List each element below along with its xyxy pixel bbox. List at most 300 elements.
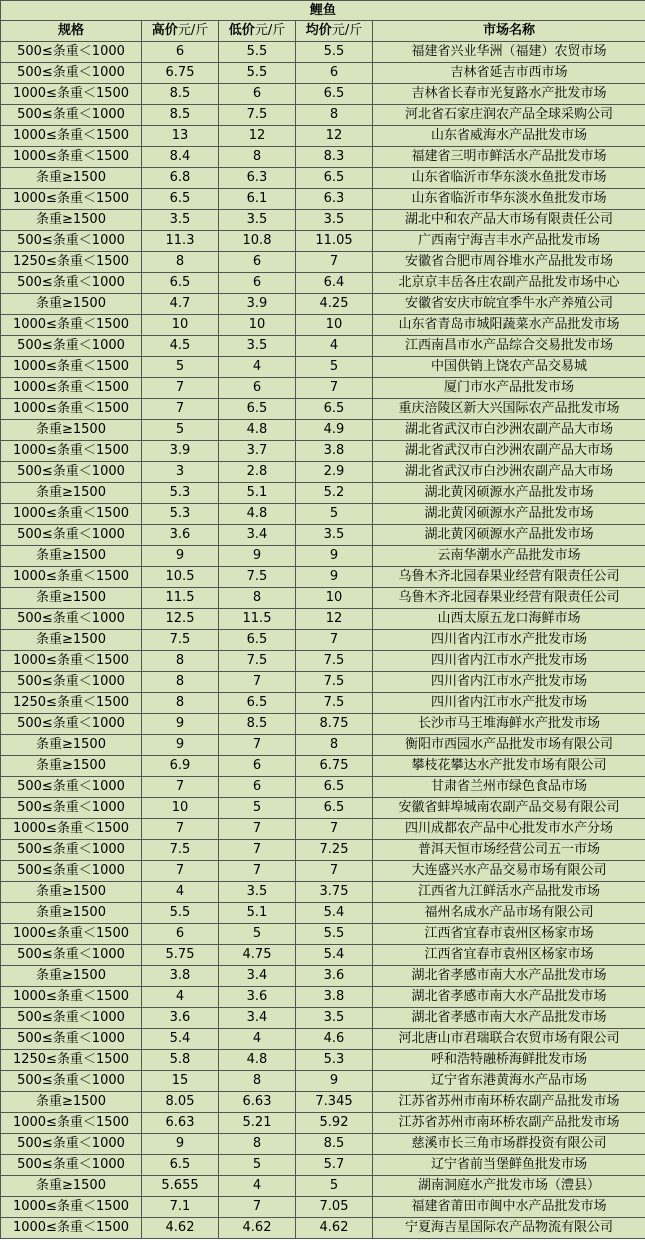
cell-market-name: 山西太原五龙口海鲜市场 — [373, 609, 645, 630]
table-row — [1, 609, 645, 630]
cell-spec: 条重≥1500 — [1, 420, 142, 441]
cell-high-price: 8 — [142, 252, 219, 273]
cell-high-price: 9 — [142, 1134, 219, 1155]
table-row — [1, 336, 645, 357]
cell-avg-price: 5 — [296, 504, 373, 525]
cell-spec: 500≤条重＜1000 — [1, 861, 142, 882]
cell-avg-price: 8.75 — [296, 714, 373, 735]
cell-low-price: 3.4 — [219, 525, 296, 546]
cell-avg-price: 7.05 — [296, 1197, 373, 1218]
cell-market-name: 福州名成水产品市场有限公司 — [373, 903, 645, 924]
cell-market-name: 吉林省长春市光复路水产批发市场 — [373, 84, 645, 105]
cell-low-price: 10.8 — [219, 231, 296, 252]
cell-avg-price: 7.5 — [296, 672, 373, 693]
cell-high-price: 5.655 — [142, 1176, 219, 1197]
cell-high-price: 8.05 — [142, 1092, 219, 1113]
cell-market-name: 四川省内江市水产批发市场 — [373, 651, 645, 672]
cell-market-name: 宁夏海吉星国际农产品物流有限公司 — [373, 1218, 645, 1239]
cell-avg-price: 8.5 — [296, 1134, 373, 1155]
cell-spec: 1000≤条重＜1500 — [1, 357, 142, 378]
cell-low-price: 12 — [219, 126, 296, 147]
table-row — [1, 1029, 645, 1050]
cell-high-price: 8 — [142, 651, 219, 672]
cell-high-price: 9 — [142, 735, 219, 756]
cell-spec: 条重≥1500 — [1, 966, 142, 987]
cell-low-price: 6 — [219, 252, 296, 273]
cell-market-name: 乌鲁木齐北园春果业经营有限责任公司 — [373, 567, 645, 588]
cell-spec: 1000≤条重＜1500 — [1, 147, 142, 168]
cell-high-price: 6 — [142, 924, 219, 945]
cell-low-price: 5.1 — [219, 483, 296, 504]
table-row — [1, 651, 645, 672]
table-row — [1, 210, 645, 231]
cell-spec: 500≤条重＜1000 — [1, 777, 142, 798]
cell-high-price: 7 — [142, 777, 219, 798]
cell-high-price: 15 — [142, 1071, 219, 1092]
cell-low-price: 5.5 — [219, 42, 296, 63]
cell-low-price: 6.5 — [219, 630, 296, 651]
cell-avg-price: 6.5 — [296, 84, 373, 105]
cell-market-name: 湖北黄冈硕源水产品批发市场 — [373, 504, 645, 525]
table-row — [1, 357, 645, 378]
table-row — [1, 903, 645, 924]
cell-spec: 500≤条重＜1000 — [1, 273, 142, 294]
cell-avg-price: 6.5 — [296, 399, 373, 420]
cell-low-price: 11.5 — [219, 609, 296, 630]
table-row — [1, 168, 645, 189]
cell-spec: 1000≤条重＜1500 — [1, 987, 142, 1008]
cell-spec: 500≤条重＜1000 — [1, 945, 142, 966]
cell-high-price: 5 — [142, 357, 219, 378]
cell-avg-price: 6.3 — [296, 189, 373, 210]
cell-avg-price: 3.6 — [296, 966, 373, 987]
table-row — [1, 1197, 645, 1218]
table-row — [1, 924, 645, 945]
cell-avg-price: 7.5 — [296, 651, 373, 672]
cell-spec: 条重≥1500 — [1, 1176, 142, 1197]
table-row — [1, 189, 645, 210]
cell-high-price: 7.5 — [142, 840, 219, 861]
cell-high-price: 4.5 — [142, 336, 219, 357]
cell-high-price: 8 — [142, 672, 219, 693]
header-avg-price: 均价元/斤 — [296, 21, 373, 42]
cell-low-price: 6 — [219, 378, 296, 399]
cell-avg-price: 5.7 — [296, 1155, 373, 1176]
cell-market-name: 吉林省延吉市西市场 — [373, 63, 645, 84]
cell-high-price: 5.3 — [142, 483, 219, 504]
cell-avg-price: 6.5 — [296, 168, 373, 189]
cell-avg-price: 10 — [296, 315, 373, 336]
table-row — [1, 1113, 645, 1134]
cell-high-price: 9 — [142, 714, 219, 735]
cell-low-price: 7 — [219, 735, 296, 756]
cell-high-price: 6 — [142, 42, 219, 63]
cell-high-price: 3.8 — [142, 966, 219, 987]
cell-market-name: 厦门市水产品批发市场 — [373, 378, 645, 399]
cell-market-name: 云南华潮水产品批发市场 — [373, 546, 645, 567]
cell-market-name: 湖北省孝感市南大水产品批发市场 — [373, 966, 645, 987]
cell-market-name: 四川成都农产品中心批发市水产分场 — [373, 819, 645, 840]
cell-market-name: 重庆涪陵区新大兴国际农产品批发市场 — [373, 399, 645, 420]
cell-market-name: 江苏省苏州市南环桥农副产品批发市场 — [373, 1113, 645, 1134]
cell-spec: 500≤条重＜1000 — [1, 714, 142, 735]
cell-spec: 1000≤条重＜1500 — [1, 504, 142, 525]
cell-high-price: 7 — [142, 378, 219, 399]
cell-market-name: 普洱天恒市场经营公司五一市场 — [373, 840, 645, 861]
cell-low-price: 3.5 — [219, 210, 296, 231]
cell-low-price: 5 — [219, 924, 296, 945]
cell-high-price: 6.5 — [142, 1155, 219, 1176]
cell-avg-price: 5.3 — [296, 1050, 373, 1071]
cell-low-price: 5.1 — [219, 903, 296, 924]
cell-spec: 1000≤条重＜1500 — [1, 441, 142, 462]
cell-high-price: 8.5 — [142, 84, 219, 105]
cell-spec: 条重≥1500 — [1, 168, 142, 189]
cell-market-name: 湖北黄冈硕源水产品批发市场 — [373, 525, 645, 546]
table-row — [1, 630, 645, 651]
cell-high-price: 5.8 — [142, 1050, 219, 1071]
cell-avg-price: 10 — [296, 588, 373, 609]
table-row — [1, 273, 645, 294]
cell-high-price: 7.5 — [142, 630, 219, 651]
cell-low-price: 7 — [219, 840, 296, 861]
cell-market-name: 大连盛兴水产品交易市场有限公司 — [373, 861, 645, 882]
cell-avg-price: 5.5 — [296, 42, 373, 63]
cell-spec: 条重≥1500 — [1, 210, 142, 231]
cell-high-price: 6.63 — [142, 1113, 219, 1134]
cell-avg-price: 4 — [296, 336, 373, 357]
cell-high-price: 5.4 — [142, 1029, 219, 1050]
cell-low-price: 6 — [219, 756, 296, 777]
cell-avg-price: 8.3 — [296, 147, 373, 168]
table-row — [1, 840, 645, 861]
header-high-price: 高价元/斤 — [142, 21, 219, 42]
cell-market-name: 中国供销上饶农产品交易城 — [373, 357, 645, 378]
table-row — [1, 882, 645, 903]
cell-spec: 500≤条重＜1000 — [1, 462, 142, 483]
table-row — [1, 798, 645, 819]
cell-market-name: 四川省内江市水产批发市场 — [373, 672, 645, 693]
cell-high-price: 6.8 — [142, 168, 219, 189]
table-row — [1, 966, 645, 987]
cell-high-price: 3.9 — [142, 441, 219, 462]
cell-market-name: 江西省九江鲜活水产品批发市场 — [373, 882, 645, 903]
table-row — [1, 63, 645, 84]
cell-spec: 条重≥1500 — [1, 588, 142, 609]
cell-market-name: 安徽省蚌埠城南农副产品交易有限公司 — [373, 798, 645, 819]
cell-high-price: 3.6 — [142, 1008, 219, 1029]
cell-low-price: 6.63 — [219, 1092, 296, 1113]
cell-high-price: 10 — [142, 798, 219, 819]
cell-spec: 500≤条重＜1000 — [1, 1155, 142, 1176]
table-title: 鲤鱼 — [1, 1, 645, 21]
cell-low-price: 3.4 — [219, 1008, 296, 1029]
cell-avg-price: 3.5 — [296, 210, 373, 231]
cell-low-price: 5.21 — [219, 1113, 296, 1134]
table-row — [1, 735, 645, 756]
table-row — [1, 546, 645, 567]
cell-spec: 500≤条重＜1000 — [1, 231, 142, 252]
cell-low-price: 4.62 — [219, 1218, 296, 1239]
cell-low-price: 4.8 — [219, 420, 296, 441]
cell-market-name: 福建省莆田市闽中水产品批发市场 — [373, 1197, 645, 1218]
cell-low-price: 4 — [219, 357, 296, 378]
cell-low-price: 3.6 — [219, 987, 296, 1008]
cell-market-name: 安徽省合肥市周谷堆水产品批发市场 — [373, 252, 645, 273]
table-row — [1, 147, 645, 168]
cell-avg-price: 4.62 — [296, 1218, 373, 1239]
cell-high-price: 4.7 — [142, 294, 219, 315]
cell-market-name: 长沙市马王堆海鲜水产批发市场 — [373, 714, 645, 735]
cell-avg-price: 7.5 — [296, 693, 373, 714]
cell-low-price: 6 — [219, 84, 296, 105]
cell-market-name: 慈溪市长三角市场群投资有限公司 — [373, 1134, 645, 1155]
cell-spec: 条重≥1500 — [1, 294, 142, 315]
table-row — [1, 1218, 645, 1239]
cell-low-price: 4 — [219, 1029, 296, 1050]
table-row — [1, 483, 645, 504]
cell-avg-price: 4.9 — [296, 420, 373, 441]
cell-avg-price: 7 — [296, 378, 373, 399]
cell-avg-price: 4.6 — [296, 1029, 373, 1050]
cell-market-name: 乌鲁木齐北园春果业经营有限责任公司 — [373, 588, 645, 609]
cell-low-price: 8 — [219, 147, 296, 168]
cell-spec: 条重≥1500 — [1, 735, 142, 756]
cell-low-price: 5 — [219, 1155, 296, 1176]
cell-low-price: 5.5 — [219, 63, 296, 84]
cell-avg-price: 8 — [296, 105, 373, 126]
cell-spec: 1250≤条重＜1500 — [1, 1050, 142, 1071]
cell-spec: 1000≤条重＜1500 — [1, 1218, 142, 1239]
cell-market-name: 湖南洞庭水产批发市场（澧县） — [373, 1176, 645, 1197]
cell-high-price: 7 — [142, 861, 219, 882]
cell-spec: 1000≤条重＜1500 — [1, 378, 142, 399]
cell-spec: 条重≥1500 — [1, 630, 142, 651]
cell-high-price: 11.5 — [142, 588, 219, 609]
cell-market-name: 湖北黄冈硕源水产品批发市场 — [373, 483, 645, 504]
table-row — [1, 1071, 645, 1092]
cell-spec: 500≤条重＜1000 — [1, 798, 142, 819]
cell-spec: 1000≤条重＜1500 — [1, 567, 142, 588]
cell-spec: 1250≤条重＜1500 — [1, 252, 142, 273]
cell-high-price: 7.1 — [142, 1197, 219, 1218]
cell-low-price: 3.4 — [219, 966, 296, 987]
table-row — [1, 567, 645, 588]
cell-high-price: 8.4 — [142, 147, 219, 168]
cell-low-price: 3.7 — [219, 441, 296, 462]
cell-market-name: 安徽省安庆市皖宜季牛水产养殖公司 — [373, 294, 645, 315]
cell-low-price: 7.5 — [219, 105, 296, 126]
cell-spec: 500≤条重＜1000 — [1, 1029, 142, 1050]
cell-spec: 1000≤条重＜1500 — [1, 189, 142, 210]
cell-high-price: 4.62 — [142, 1218, 219, 1239]
cell-low-price: 2.8 — [219, 462, 296, 483]
cell-high-price: 13 — [142, 126, 219, 147]
cell-market-name: 广西南宁海吉丰水产品批发市场 — [373, 231, 645, 252]
cell-avg-price: 6.5 — [296, 798, 373, 819]
cell-market-name: 攀枝花攀达水产批发市场有限公司 — [373, 756, 645, 777]
cell-high-price: 5.5 — [142, 903, 219, 924]
cell-high-price: 3.5 — [142, 210, 219, 231]
cell-low-price: 6.3 — [219, 168, 296, 189]
cell-spec: 500≤条重＜1000 — [1, 609, 142, 630]
cell-market-name: 江西南昌市水产品综合交易批发市场 — [373, 336, 645, 357]
cell-market-name: 福建省三明市鲜活水产品批发市场 — [373, 147, 645, 168]
cell-spec: 1000≤条重＜1500 — [1, 924, 142, 945]
table-row — [1, 987, 645, 1008]
cell-spec: 条重≥1500 — [1, 756, 142, 777]
cell-spec: 条重≥1500 — [1, 903, 142, 924]
cell-low-price: 6.1 — [219, 189, 296, 210]
cell-spec: 条重≥1500 — [1, 483, 142, 504]
cell-spec: 1000≤条重＜1500 — [1, 399, 142, 420]
cell-avg-price: 12 — [296, 126, 373, 147]
cell-market-name: 山东省威海水产品批发市场 — [373, 126, 645, 147]
cell-market-name: 北京京丰岳各庄农副产品批发市场中心 — [373, 273, 645, 294]
cell-spec: 500≤条重＜1000 — [1, 63, 142, 84]
cell-high-price: 9 — [142, 546, 219, 567]
cell-avg-price: 5.92 — [296, 1113, 373, 1134]
cell-market-name: 湖北省孝感市南大水产品批发市场 — [373, 987, 645, 1008]
cell-avg-price: 6.75 — [296, 756, 373, 777]
cell-high-price: 4 — [142, 987, 219, 1008]
cell-market-name: 辽宁省前当堡鲜鱼批发市场 — [373, 1155, 645, 1176]
table-row — [1, 84, 645, 105]
cell-avg-price: 3.8 — [296, 441, 373, 462]
cell-avg-price: 9 — [296, 567, 373, 588]
table-row — [1, 462, 645, 483]
cell-spec: 500≤条重＜1000 — [1, 105, 142, 126]
cell-avg-price: 3.5 — [296, 1008, 373, 1029]
table-row — [1, 714, 645, 735]
cell-avg-price: 12 — [296, 609, 373, 630]
cell-avg-price: 5.4 — [296, 945, 373, 966]
cell-market-name: 山东省青岛市城阳蔬菜水产品批发市场 — [373, 315, 645, 336]
cell-avg-price: 9 — [296, 1071, 373, 1092]
cell-avg-price: 6 — [296, 63, 373, 84]
cell-high-price: 11.3 — [142, 231, 219, 252]
cell-spec: 1250≤条重＜1500 — [1, 693, 142, 714]
cell-avg-price: 6.5 — [296, 777, 373, 798]
cell-market-name: 衡阳市西园水产品批发市场有限公司 — [373, 735, 645, 756]
cell-spec: 1000≤条重＜1500 — [1, 1197, 142, 1218]
cell-avg-price: 3.75 — [296, 882, 373, 903]
cell-market-name: 甘肃省兰州市绿色食品市场 — [373, 777, 645, 798]
cell-market-name: 山东省临沂市华东淡水鱼批发市场 — [373, 168, 645, 189]
header-low-price: 低价元/斤 — [219, 21, 296, 42]
table-row — [1, 315, 645, 336]
cell-avg-price: 7.25 — [296, 840, 373, 861]
cell-low-price: 6 — [219, 777, 296, 798]
cell-spec: 1000≤条重＜1500 — [1, 84, 142, 105]
cell-low-price: 7 — [219, 819, 296, 840]
table-body — [1, 42, 645, 1239]
cell-market-name: 江西省宜春市袁州区杨家市场 — [373, 945, 645, 966]
cell-market-name: 河北唐山市君瑞联合农贸市场有限公司 — [373, 1029, 645, 1050]
cell-market-name: 四川省内江市水产批发市场 — [373, 693, 645, 714]
cell-spec: 条重≥1500 — [1, 1092, 142, 1113]
cell-low-price: 8.5 — [219, 714, 296, 735]
cell-spec: 1000≤条重＜1500 — [1, 126, 142, 147]
table-row — [1, 1176, 645, 1197]
cell-spec: 条重≥1500 — [1, 882, 142, 903]
table-row — [1, 231, 645, 252]
cell-avg-price: 7 — [296, 819, 373, 840]
table-row — [1, 945, 645, 966]
table-row — [1, 441, 645, 462]
cell-low-price: 3.9 — [219, 294, 296, 315]
cell-market-name: 福建省兴业华洲（福建）农贸市场 — [373, 42, 645, 63]
cell-high-price: 6.5 — [142, 189, 219, 210]
table-row — [1, 525, 645, 546]
cell-spec: 500≤条重＜1000 — [1, 525, 142, 546]
table-row — [1, 1134, 645, 1155]
cell-high-price: 6.5 — [142, 273, 219, 294]
cell-avg-price: 6.4 — [296, 273, 373, 294]
cell-avg-price: 5.4 — [296, 903, 373, 924]
table-row — [1, 819, 645, 840]
cell-high-price: 5.75 — [142, 945, 219, 966]
cell-high-price: 3.6 — [142, 525, 219, 546]
table-title-row — [1, 1, 645, 21]
cell-low-price: 4 — [219, 1176, 296, 1197]
cell-market-name: 呼和浩特融桥海鲜批发市场 — [373, 1050, 645, 1071]
cell-high-price: 6.75 — [142, 63, 219, 84]
table-row — [1, 252, 645, 273]
cell-market-name: 湖北中和农产品大市场有限责任公司 — [373, 210, 645, 231]
cell-spec: 500≤条重＜1000 — [1, 840, 142, 861]
cell-market-name: 四川省内江市水产批发市场 — [373, 630, 645, 651]
cell-low-price: 7 — [219, 1197, 296, 1218]
cell-avg-price: 7 — [296, 861, 373, 882]
cell-low-price: 7 — [219, 672, 296, 693]
table-row — [1, 588, 645, 609]
cell-spec: 500≤条重＜1000 — [1, 672, 142, 693]
cell-avg-price: 7 — [296, 630, 373, 651]
cell-spec: 1000≤条重＜1500 — [1, 315, 142, 336]
cell-spec: 1000≤条重＜1500 — [1, 1113, 142, 1134]
table-row — [1, 1008, 645, 1029]
cell-high-price: 10 — [142, 315, 219, 336]
cell-spec: 500≤条重＜1000 — [1, 1071, 142, 1092]
cell-high-price: 12.5 — [142, 609, 219, 630]
table-row — [1, 1092, 645, 1113]
cell-spec: 500≤条重＜1000 — [1, 42, 142, 63]
table-row — [1, 294, 645, 315]
cell-low-price: 7 — [219, 861, 296, 882]
cell-market-name: 湖北省武汉市白沙洲农副产品大市场 — [373, 462, 645, 483]
table-row — [1, 420, 645, 441]
cell-low-price: 5 — [219, 798, 296, 819]
cell-low-price: 8 — [219, 588, 296, 609]
cell-avg-price: 3.8 — [296, 987, 373, 1008]
table-row — [1, 672, 645, 693]
cell-spec: 条重≥1500 — [1, 546, 142, 567]
table-row — [1, 105, 645, 126]
cell-market-name: 山东省临沂市华东淡水鱼批发市场 — [373, 189, 645, 210]
cell-low-price: 8 — [219, 1134, 296, 1155]
cell-low-price: 4.75 — [219, 945, 296, 966]
table-row — [1, 42, 645, 63]
cell-spec: 1000≤条重＜1500 — [1, 819, 142, 840]
cell-low-price: 4.8 — [219, 504, 296, 525]
cell-low-price: 3.5 — [219, 882, 296, 903]
cell-market-name: 江苏省苏州市南环桥农副产品批发市场 — [373, 1092, 645, 1113]
table-row — [1, 1050, 645, 1071]
cell-low-price: 9 — [219, 546, 296, 567]
cell-market-name: 江西省宜春市袁州区杨家市场 — [373, 924, 645, 945]
cell-low-price: 7.5 — [219, 651, 296, 672]
